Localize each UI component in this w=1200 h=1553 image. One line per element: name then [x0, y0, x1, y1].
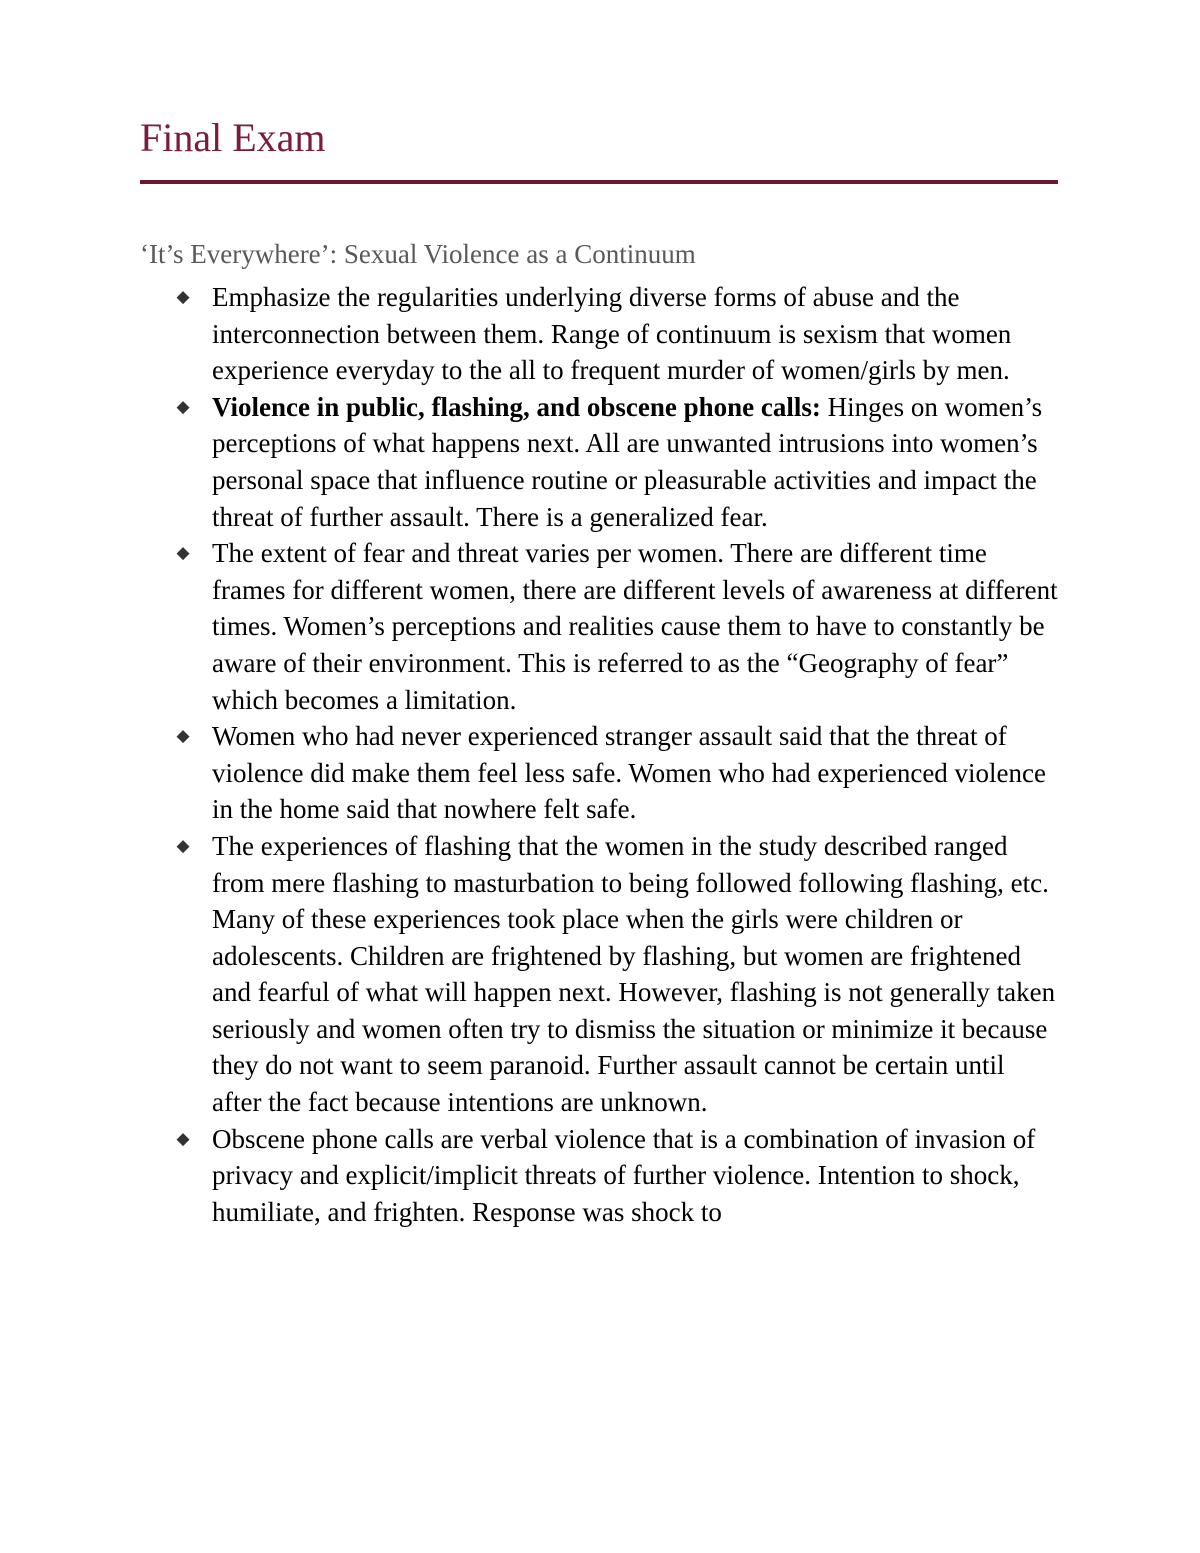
bullet-item-1	[140, 279, 1060, 389]
bullet-item-2	[140, 389, 1060, 535]
bullet-item-4	[140, 718, 1060, 828]
bullet-diamond-icon: ◆	[176, 543, 190, 564]
document-title: Final Exam	[140, 115, 326, 160]
bullet-text: Hinges on women’s perceptions of what happens next. All are unwanted intrusions into women’s personal space that influence routine or pleasurable activities and impact the threat of further assault. There is a generalized fear.	[212, 391, 1043, 532]
bullet-diamond-icon: ◆	[176, 396, 190, 417]
bullet-diamond-icon: ◆	[176, 287, 190, 307]
bullet-text: Emphasize the regularities underlying diverse forms of abuse and the interconnection between them. Range of continuum is sexism that women experience everyday to the all to frequent murder of women/girls by men.	[212, 282, 1012, 386]
document-page	[140, 112, 1060, 1230]
bullet-diamond-icon: ◆	[176, 726, 190, 747]
bullet-item-3	[140, 535, 1060, 718]
bullet-text: Obscene phone calls are verbal violence that is a combination of invasion of privacy and explicit/implicit threats of further violence. Intention to shock, humiliate, and frighten. Response was shock to	[212, 1123, 1036, 1227]
bullet-bold-lead: Violence in public, flashing, and obscene phone calls:	[212, 391, 821, 422]
bullet-list	[140, 279, 1060, 1230]
title-divider	[140, 180, 1058, 184]
bullet-diamond-icon: ◆	[176, 835, 190, 856]
bullet-item-6	[140, 1121, 1060, 1231]
bullet-text: Women who had never experienced stranger assault said that the threat of violence did make them feel less safe. Women who had experienced violence in the home said that nowhere felt safe.	[212, 721, 1047, 825]
section-subtitle: ‘It’s Everywhere’: Sexual Violence as a Continuum	[140, 239, 696, 269]
bullet-item-5	[140, 828, 1060, 1121]
bullet-diamond-icon: ◆	[176, 1128, 190, 1149]
bullet-text: The experiences of flashing that the women in the study described ranged from mere flashing to masturbation to being followed following flashing, etc. Many of these experiences took place when the girls were children or adolescents. Children are frightened by flashing, but women are frightened and fearful of what will happen next. However, flashing is not generally taken seriously and women often try to dismiss the situation or minimize it because they do not want to seem paranoid. Further assault cannot be certain until after the fact because intentions are unknown.	[212, 830, 1056, 1118]
bullet-text: The extent of fear and threat varies per women. There are different time frames for different women, there are different levels of awareness at different times. Women’s perceptions and realities cause them to have to constantly be aware of their environment. This is referred to as the “Geography of fear” which becomes a limitation.	[212, 538, 1058, 715]
